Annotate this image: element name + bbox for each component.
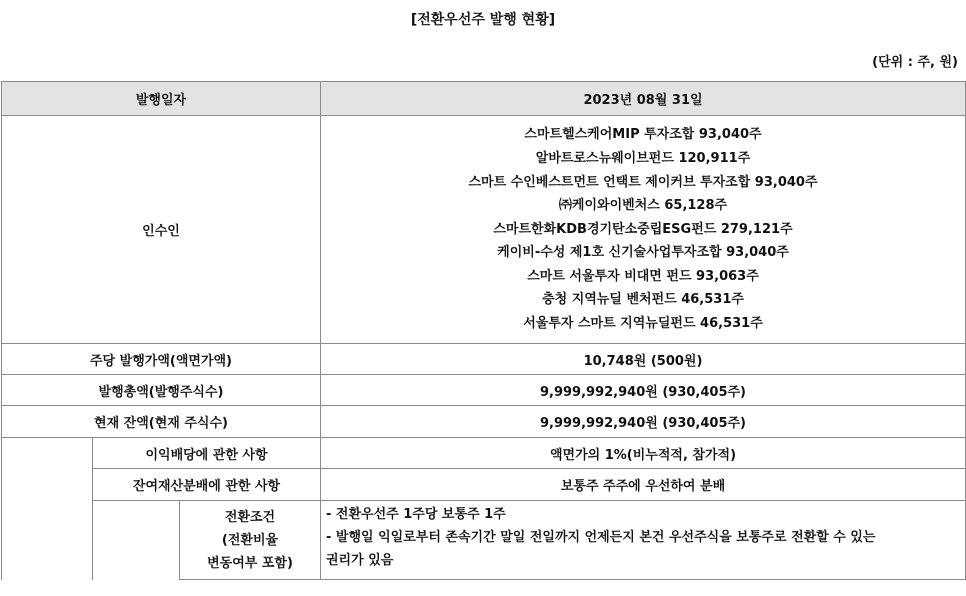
conversion-value-line: - 전환우선주 1주당 보통주 1주 — [326, 507, 506, 522]
investor-item: 알바트로스뉴웨이브펀드 120,911주 — [535, 150, 751, 166]
investor-item: 스마트 서울투자 비대면 펀드 93,063주 — [527, 268, 759, 284]
table-title: [전환우선주 발행 현황] — [410, 12, 556, 28]
balance-label: 현재 잔액(현재 주식수) — [2, 406, 321, 438]
total-label: 발행총액(발행주식수) — [2, 375, 321, 406]
dividend-label: 이익배당에 관한 사항 — [93, 438, 321, 469]
total-row — [2, 375, 966, 406]
residual-value: 보통주 주주에 우선하여 분배 — [321, 469, 966, 501]
terms-group-cell — [2, 438, 93, 580]
investor-item: 스마트 수인베스트먼트 언택트 제이커브 투자조합 93,040주 — [468, 174, 818, 190]
price-row — [2, 344, 966, 375]
unit-note: (단위 : 주, 원) — [872, 55, 958, 70]
preferred-stock-table — [1, 81, 966, 580]
conversion-row — [2, 501, 966, 580]
issue-date-value: 2023년 08월 31일 — [321, 82, 966, 116]
issue-date-label: 발행일자 — [2, 82, 321, 116]
dividend-value: 액면가의 1%(비누적적, 참가적) — [321, 438, 966, 469]
investors-row — [2, 116, 966, 344]
balance-value: 9,999,992,940원 (930,405주) — [321, 406, 966, 438]
conversion-label-line: 변동여부 포함) — [207, 555, 293, 571]
residual-label: 잔여재산분배에 관한 사항 — [93, 469, 321, 501]
total-value: 9,999,992,940원 (930,405주) — [321, 375, 966, 406]
conversion-spacer-cell — [93, 501, 180, 580]
residual-row — [2, 469, 966, 501]
balance-row — [2, 406, 966, 438]
investor-item: 충청 지역뉴딜 벤처펀드 46,531주 — [542, 292, 744, 308]
header-row — [2, 82, 966, 116]
conversion-label-line: 전환조건 — [224, 509, 276, 525]
conversion-label — [180, 501, 321, 580]
investor-item: 서울투자 스마트 지역뉴딜펀드 46,531주 — [523, 316, 763, 332]
conversion-value-line: 권리가 있음 — [326, 553, 394, 568]
investor-item: 케이비-수성 제1호 신기술사업투자조합 93,040주 — [497, 245, 789, 261]
price-value: 10,748원 (500원) — [321, 344, 966, 375]
investor-item: 스마트헬스케어MIP 투자조합 93,040주 — [524, 127, 762, 143]
conversion-value — [321, 501, 966, 580]
investors-list — [321, 116, 966, 344]
conversion-value-line: - 발행일 익일로부터 존속기간 말일 전일까지 언제든지 본건 우선주식을 보통주로 전환할 수 있는 — [326, 530, 876, 545]
conversion-label-line: (전환비율 — [221, 532, 279, 548]
price-label: 주당 발행가액(액면가액) — [2, 344, 321, 375]
investor-item: ㈜케이와이벤처스 65,128주 — [558, 198, 728, 214]
investors-label: 인수인 — [2, 116, 321, 344]
investor-item: 스마트한화KDB경기탄소중립ESG펀드 279,121주 — [493, 221, 793, 237]
dividend-row — [2, 438, 966, 469]
